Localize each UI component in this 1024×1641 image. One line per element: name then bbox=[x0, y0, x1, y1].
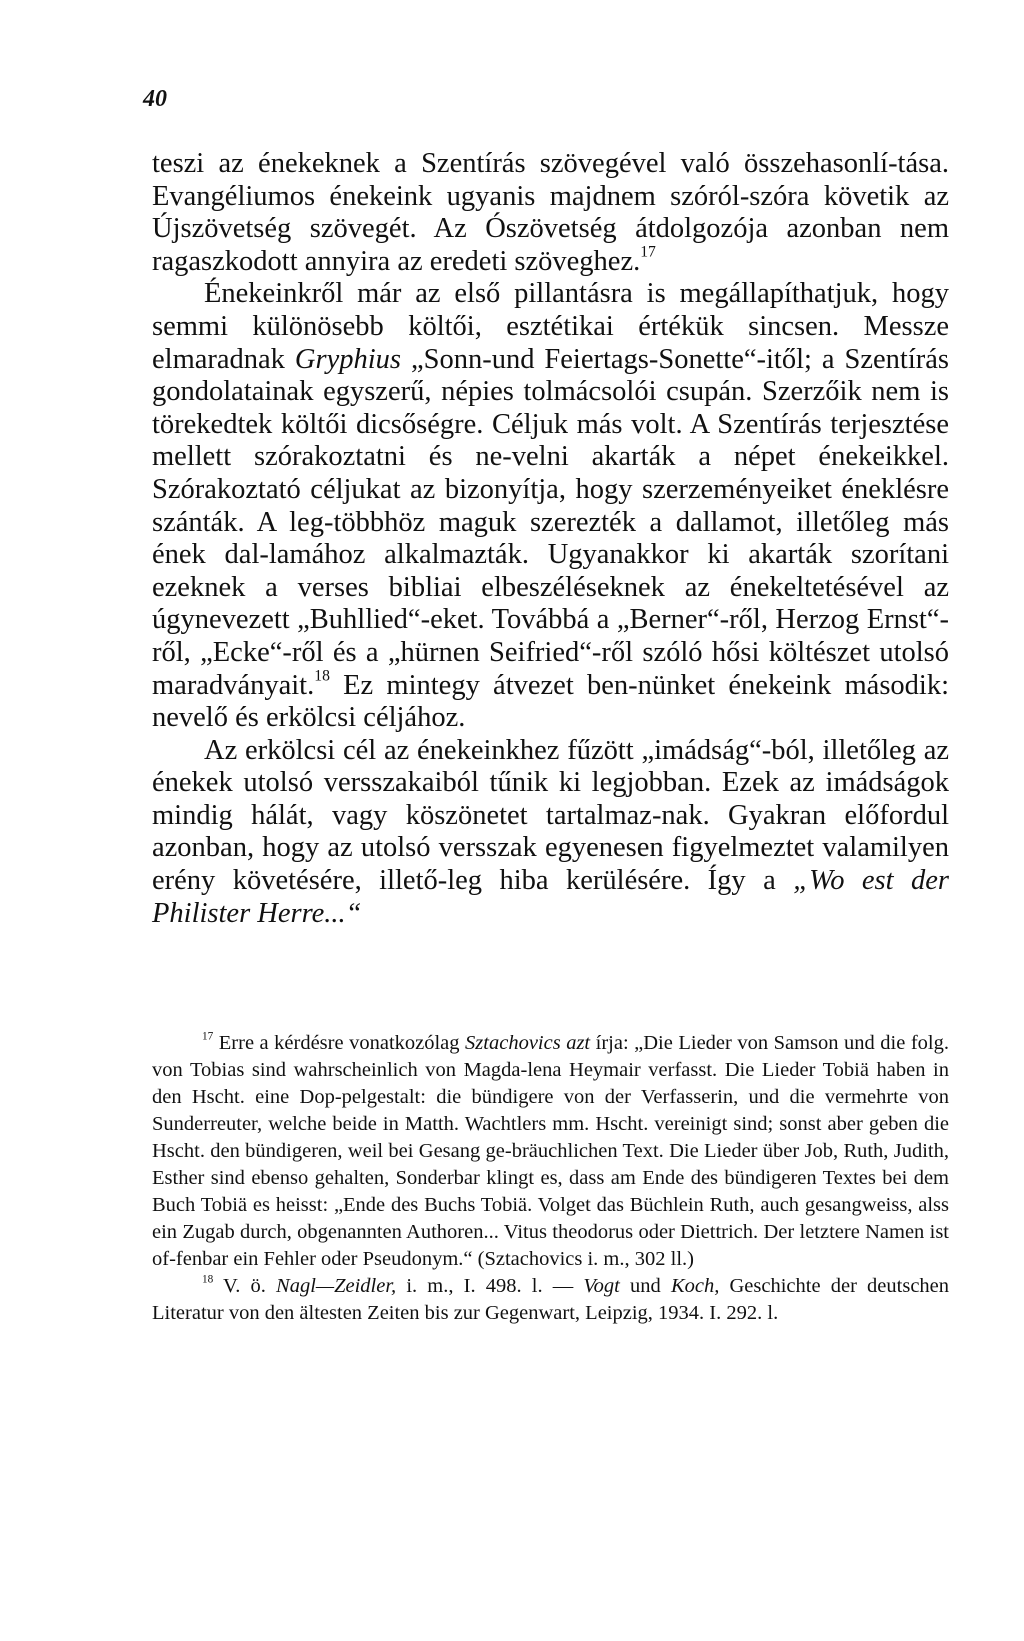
footnote-reference: 18 bbox=[314, 667, 330, 685]
footnote-reference: 17 bbox=[640, 243, 656, 261]
paragraph bbox=[152, 278, 949, 734]
text-run: V. ö. bbox=[213, 1275, 277, 1297]
text-run: und bbox=[619, 1275, 671, 1297]
italic-text: „Wo est der Philister Herre...“ bbox=[152, 865, 949, 929]
footnote-reference: 18 bbox=[202, 1273, 214, 1286]
italic-text: Nagl—Zeidler, bbox=[276, 1275, 397, 1297]
text-run: Énekeinkről már az első pillantásra is megállapíthatjuk, hogy semmi különösebb költői, esztétikai értékük sincsen. Messze elmaradnak bbox=[152, 278, 949, 375]
paragraph bbox=[152, 148, 949, 278]
text-run: írja: „Die Lieder von Samson und die folg. von Tobias sind wahrscheinlich von Magda-lena Heymair verfasst. Die Lieder Tobiä haben in den Hscht. eine Dop-pelgestalt: die bündigere von der Verfasserin, und die vermehrte von Sunderreuter, welche beide in Matth. Wachtlers mm. Hscht. vereinigt sind; sonst aber geben die Hscht. den bündigeren, weil bei Gesang ge-bräuchlichen Text. Die Lieder über Job, Ruth, Judith, Esther sind ebenso gehalten, Sonderbar klingt es, dass am Ende des bündigeren Textes bei dem Buch Tobiä es heisst: „Ende des Buchs Tobiä. Volget das Büchlein Ruth, auch gesangweiss, alss ein Zugab durch, obgenannten Authoren... Vitus theodorus oder Diettrich. Der letztere Namen ist of-fenbar ein Fehler oder Pseudonym.“ (Sztachovics i. m., 302 ll.) bbox=[152, 1032, 949, 1270]
footnote bbox=[152, 1030, 949, 1273]
footnote-reference: 17 bbox=[202, 1030, 214, 1043]
italic-text: Sztachovics azt bbox=[465, 1032, 591, 1054]
text-run: teszi az énekeknek a Szentírás szövegével való összehasonlí-tása. Evangéliumos énekeink ugyanis majdnem szóról-szóra követik az Újszövetség szövegét. Az Ószövetség átdolgozója azonban nem ragaszkodott annyira az eredeti szöveghez. bbox=[152, 148, 949, 277]
main-text bbox=[152, 148, 949, 930]
text-run: „Sonn-und Feiertags-Sonette“-itől; a Szentírás gondolatainak egyszerű, népies tolmácsolói csupán. Szerzőik nem is törekedtek költői dicsőségre. Céljuk más volt. A Szentírás terjesztése mellett szórakoztatni és ne-velni akarták a népet énekeikkel. Szórakoztató céljukat az bizonyítja, hogy szerzeményeiket éneklésre szánták. A leg-többhöz maguk szerezték a dallamot, illetőleg más ének dal-lamához alkalmazták. Ugyanakkor ki akarták szorítani ezeknek a verses bibliai elbeszéléseknek az énekeltetésével az úgynevezett „Buhllied“-eket. Továbbá a „Berner“-ről, Herzog Ernst“-ről, „Ecke“-ről és a „hürnen Seifried“-ről szóló hősi költészet utolsó maradványait. bbox=[152, 343, 949, 701]
italic-text: Gryphius bbox=[294, 343, 401, 375]
text-run: Ez mintegy átvezet ben-nünket énekeink második: nevelő és erkölcsi céljához. bbox=[152, 669, 949, 734]
italic-text: Vogt bbox=[583, 1275, 620, 1297]
page-number: 40 bbox=[143, 86, 167, 112]
text-run: Az erkölcsi cél az énekeinkhez fűzött „imádság“-ból, illetőleg az énekek utolsó versszakaiból tűnik ki legjobban. Ezek az imádságok mindig hálát, vagy köszönetet tartalmaz-nak. Gyakran előfordul azonban, hogy az utolsó versszak egyenesen figyelmeztet valamilyen erény követésére, illető-leg hiba kerülésére. Így a bbox=[152, 734, 949, 897]
italic-text: Koch, bbox=[670, 1275, 720, 1297]
paragraph bbox=[152, 735, 949, 931]
footnotes bbox=[152, 1030, 949, 1327]
footnote bbox=[152, 1273, 949, 1327]
text-run: Erre a kérdésre vonatkozólag bbox=[213, 1032, 466, 1054]
text-run: i. m., I. 498. l. — bbox=[396, 1275, 584, 1297]
text-run: Geschichte der deutschen Literatur von den ältesten Zeiten bis zur Gegenwart, Leipzig, 1934. I. 292. l. bbox=[152, 1275, 950, 1324]
